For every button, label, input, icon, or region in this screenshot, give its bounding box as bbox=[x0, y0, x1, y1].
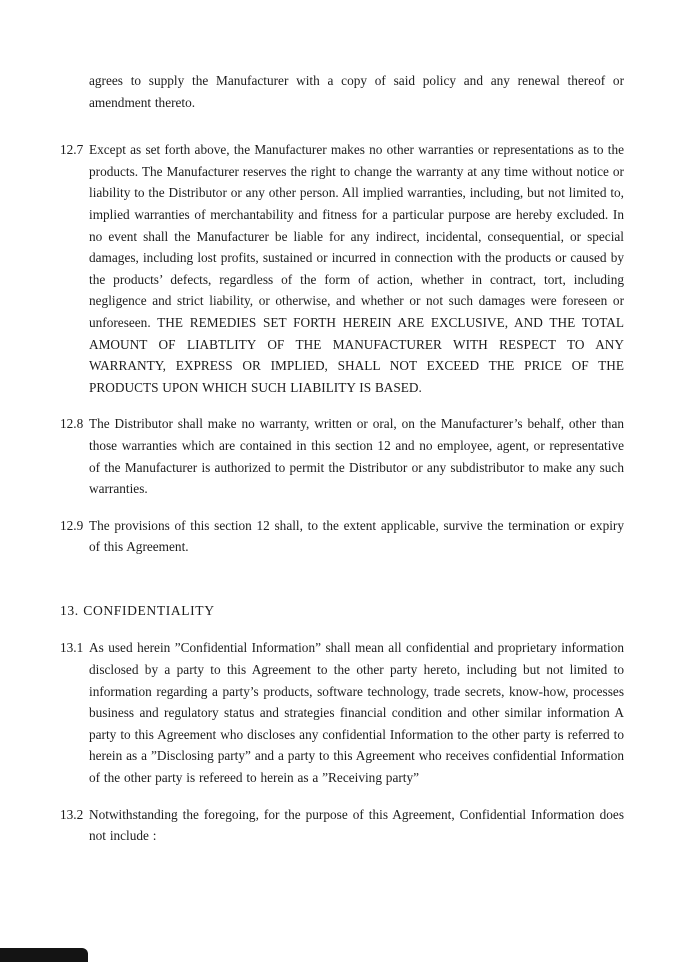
scan-artifact-bottom-left bbox=[0, 948, 88, 962]
paragraph-continuation: agrees to supply the Manufacturer with a copy of said policy and any renewal thereof or amendment thereto. bbox=[89, 73, 624, 110]
section-heading-confidentiality: 13. CONFIDENTIALITY bbox=[60, 602, 215, 618]
clause-text: Notwithstanding the foregoing, for the purpose of this Agreement, Confidential Information does not include : bbox=[89, 806, 624, 844]
clause-12-8 bbox=[60, 413, 624, 499]
clause-number: 13.1 bbox=[60, 640, 84, 656]
clause-number: 12.7 bbox=[60, 142, 84, 158]
clause-text: Except as set forth above, the Manufacturer makes no other warranties or representations as to the products. The Manufacturer reserves the right to change the warranty at any time without notice or liability to the Distributor or any other person. All implied warranties, including, but not limited to, implied warranties of merchantability and fitness for a particular purpose are hereby excluded. In no event shall the Manufacturer be liable for any indirect, incidental, consequential, or special damages, including lost profits, sustained or incurred in connection with the products or caused by the products’ defects, regardless of the form of action, whether in contract, tort, including negligence and strict liability, or otherwise, and whether or not such damages were foreseen or unforeseen. THE REMEDIES SET FORTH HEREIN ARE EXCLUSIVE, AND THE TOTAL AMOUNT OF LIABTLITY OF THE MANUFACTURER WITH RESPECT TO ANY WARRANTY, EXPRESS OR IMPLIED, SHALL NOT EXCEED THE PRICE OF THE PRODUCTS UPON WHICH SUCH LIABILITY IS BASED. bbox=[89, 142, 624, 395]
clause-12-7 bbox=[60, 139, 624, 398]
clause-number: 13.2 bbox=[60, 806, 84, 822]
clause-13-2 bbox=[60, 804, 624, 847]
clause-text: The provisions of this section 12 shall, to the extent applicable, survive the termination or expiry of this Agreement. bbox=[89, 517, 624, 555]
clause-text: The Distributor shall make no warranty, written or oral, on the Manufacturer’s behalf, other than those warranties which are contained in this section 12 and no employee, agent, or representative of the Manufacturer is authorized to permit the Distributor or any subdistributor to make any such warranties. bbox=[89, 416, 624, 497]
clause-number: 12.8 bbox=[60, 416, 84, 432]
document-page bbox=[60, 70, 624, 847]
clause-text: As used herein ”Confidential Information” shall mean all confidential and proprietary information disclosed by a party to this Agreement to the other party hereto, including but not limited to information regarding a party’s products, software technology, trade secrets, know-how, processes business and regulatory status and strategies financial condition and other similar information A party to this Agreement who discloses any confidential Information to the other party is referred to herein as a ”Disclosing party” and a party to this Agreement who receives confidential Information of the other party is refereed to herein as a ”Receiving party” bbox=[89, 640, 624, 786]
clause-12-9 bbox=[60, 515, 624, 558]
clause-number: 12.9 bbox=[60, 517, 84, 533]
clause-13-1 bbox=[60, 637, 624, 788]
